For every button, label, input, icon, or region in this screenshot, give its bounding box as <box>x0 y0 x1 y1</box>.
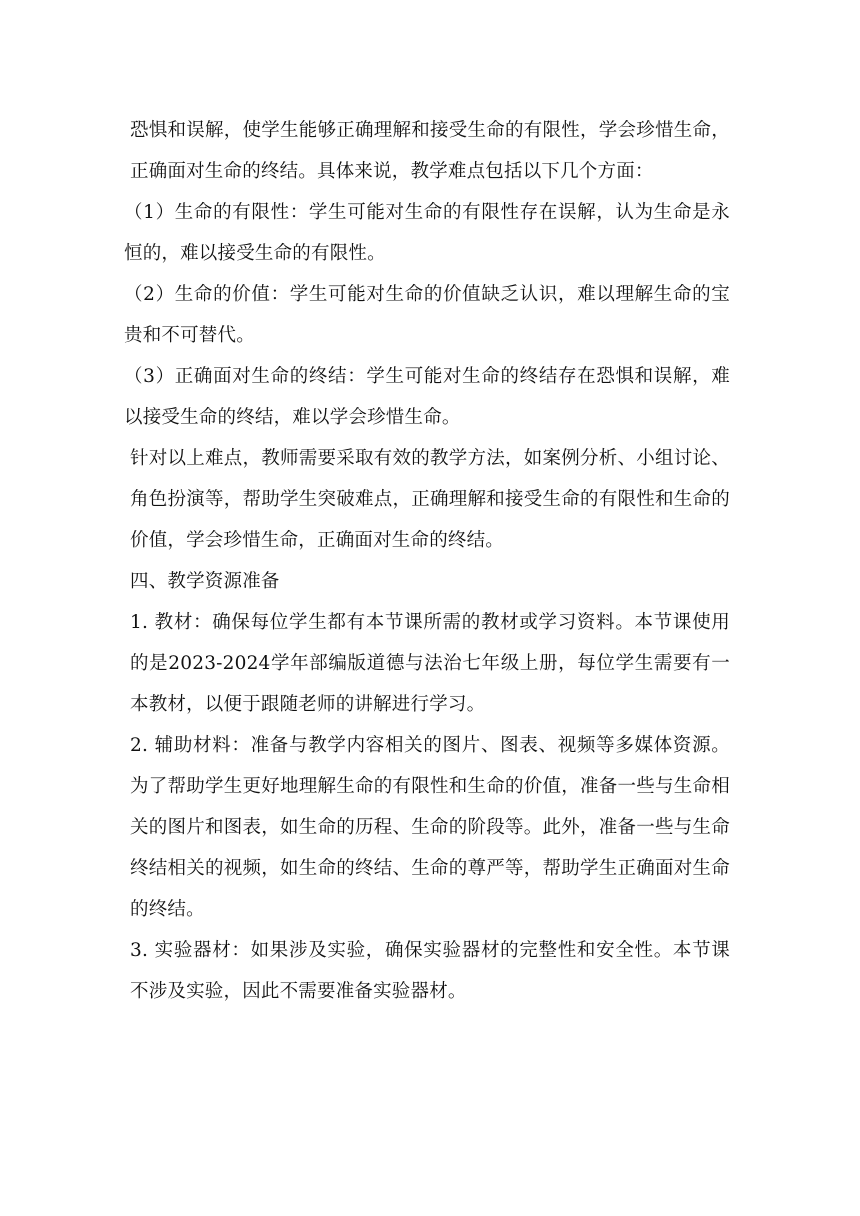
paragraph-teaching-methods: 针对以上难点，教师需要采取有效的教学方法，如案例分析、小组讨论、角色扮演等，帮助学生突破难点，正确理解和接受生命的有限性和生命的价值，学会珍惜生命，正确面对生命的终结。 <box>130 448 730 551</box>
paragraph-difficulty-3: （3）正确面对生命的终结：学生可能对生命的终结存在恐惧和误解，难以接受生命的终结，难以学会珍惜生命。 <box>124 366 730 428</box>
paragraph-difficulty-intro: 恐惧和误解，使学生能够正确理解和接受生命的有限性，学会珍惜生命，正确面对生命的终结。具体来说，教学难点包括以下几个方面： <box>130 120 730 182</box>
document-page <box>124 110 730 1012</box>
paragraph-difficulty-1: （1）生命的有限性：学生可能对生命的有限性存在误解，认为生命是永恒的，难以接受生命的有限性。 <box>124 202 730 264</box>
paragraph-resource-textbook: 1. 教材：确保每位学生都有本节课所需的教材或学习资料。本节课使用的是2023-2024学年部编版道德与法治七年级上册，每位学生需要有一本教材，以便于跟随老师的讲解进行学习。 <box>130 612 730 715</box>
section-heading-resources: 四、教学资源准备 <box>130 571 280 592</box>
paragraph-resource-equipment: 3. 实验器材：如果涉及实验，确保实验器材的完整性和安全性。本节课不涉及实验，因此不需要准备实验器材。 <box>130 940 730 1002</box>
paragraph-resource-auxiliary: 2. 辅助材料：准备与教学内容相关的图片、图表、视频等多媒体资源。为了帮助学生更好地理解生命的有限性和生命的价值，准备一些与生命相关的图片和图表，如生命的历程、生命的阶段等。此外，准备一些与生命终结相关的视频，如生命的终结、生命的尊严等，帮助学生正确面对生命的终结。 <box>130 735 730 920</box>
paragraph-difficulty-2: （2）生命的价值：学生可能对生命的价值缺乏认识，难以理解生命的宝贵和不可替代。 <box>124 284 730 346</box>
